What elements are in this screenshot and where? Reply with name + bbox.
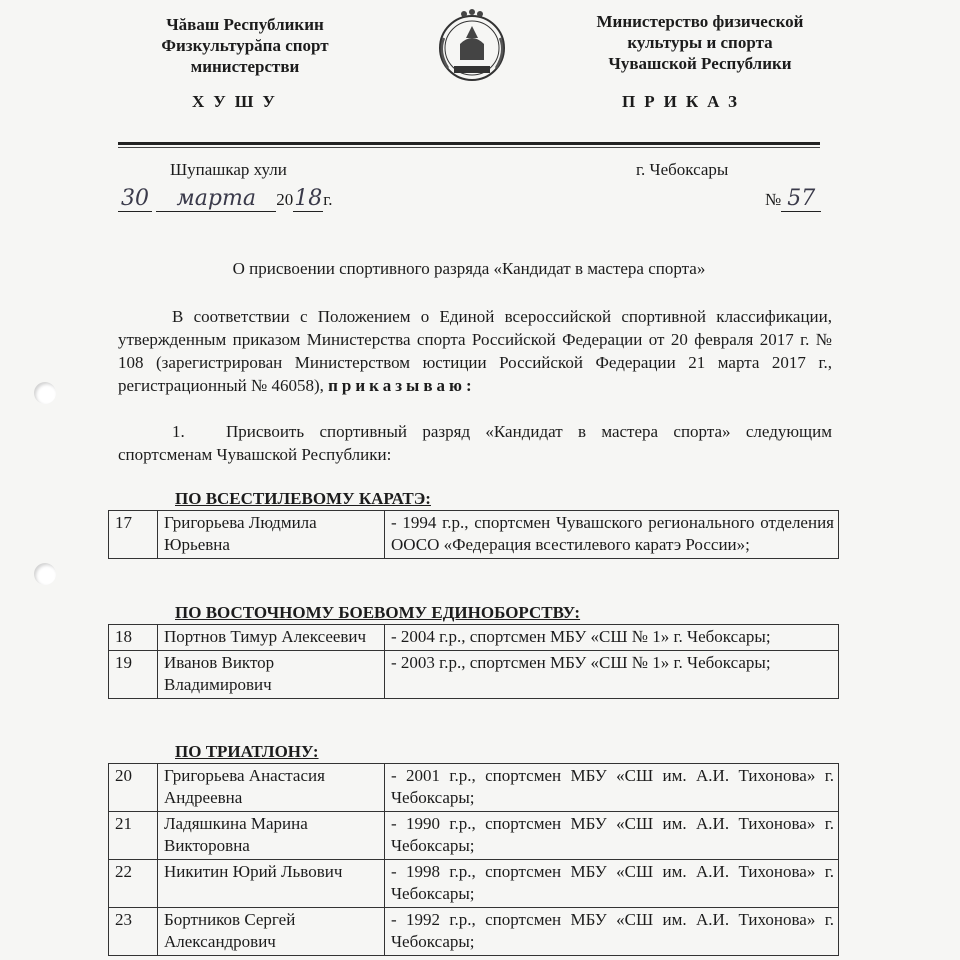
athlete-name: Портнов Тимур Алексеевич [158, 625, 385, 651]
order-subject: О присвоении спортивного разряда «Кандидат в мастера спорта» [232, 259, 706, 278]
order-number: № 57 [765, 186, 821, 212]
row-number: 17 [109, 511, 158, 559]
athlete-name: Иванов Виктор Владимирович [158, 651, 385, 699]
header-rule [118, 142, 820, 145]
date-year-suffix: 18 [294, 186, 323, 211]
place-chuvash: Шупашкар хули [170, 160, 287, 179]
place-russian: г. Чебоксары [636, 160, 729, 179]
athlete-description: - 2001 г.р., спортсмен МБУ «СШ им. А.И. Тихонова» г. Чебоксары; [385, 764, 839, 812]
table-row [109, 860, 839, 908]
athlete-description: - 2004 г.р., спортсмен МБУ «СШ № 1» г. Чебоксары; [385, 625, 839, 651]
table-row [109, 511, 839, 559]
date-year-prefix: 20 [276, 190, 294, 209]
athlete-table [108, 624, 839, 699]
order-item-1: 1. Присвоить спортивный разряд «Кандидат в мастера спорта» следующим спортсменам Чувашской Республики: [118, 422, 832, 464]
section-title: ПО ВСЕСТИЛЕВОМУ КАРАТЭ: [175, 489, 431, 508]
row-number: 23 [109, 908, 158, 956]
table-row [109, 764, 839, 812]
athlete-name: Григорьева Анастасия Андреевна [158, 764, 385, 812]
punch-hole [34, 563, 56, 585]
table-row [109, 625, 839, 651]
header-left-chuvash: Чăваш Республикин Физкультурăпа спорт министерстви [161, 15, 329, 76]
table-row [109, 812, 839, 860]
row-number: 21 [109, 812, 158, 860]
section-title: ПО ТРИАТЛОНУ: [175, 742, 319, 761]
athlete-name: Ладяшкина Марина Викторовна [158, 812, 385, 860]
athlete-table [108, 763, 839, 956]
athlete-description: - 2003 г.р., спортсмен МБУ «СШ № 1» г. Чебоксары; [385, 651, 839, 699]
athlete-table [108, 510, 839, 559]
punch-hole [34, 382, 56, 404]
athlete-name: Никитин Юрий Львович [158, 860, 385, 908]
row-number: 22 [109, 860, 158, 908]
athlete-description: - 1994 г.р., спортсмен Чувашского регионального отделения ООСО «Федерация всестилевого каратэ России»; [385, 511, 839, 559]
athlete-description: - 1990 г.р., спортсмен МБУ «СШ им. А.И. Тихонова» г. Чебоксары; [385, 812, 839, 860]
header-rule-thin [118, 147, 820, 148]
athlete-name: Григорьева Людмила Юрьевна [158, 511, 385, 559]
header-right-word: ПРИКАЗ [622, 92, 746, 111]
row-number: 18 [109, 625, 158, 651]
order-number-value: 57 [781, 186, 821, 212]
date-year-end: г. [323, 190, 333, 209]
order-date [118, 186, 333, 212]
section-title: ПО ВОСТОЧНОМУ БОЕВОМУ ЕДИНОБОРСТВУ: [175, 603, 581, 622]
athlete-description: - 1998 г.р., спортсмен МБУ «СШ им. А.И. Тихонова» г. Чебоксары; [385, 860, 839, 908]
coat-of-arms-icon [430, 8, 514, 86]
athlete-name: Бортников Сергей Александрович [158, 908, 385, 956]
table-row [109, 651, 839, 699]
header-left-word: ХУШУ [192, 92, 284, 111]
athlete-description: - 1992 г.р., спортсмен МБУ «СШ им. А.И. Тихонова» г. Чебоксары; [385, 908, 839, 956]
header-right-russian: Министерство физической культуры и спорта Чувашской Республики [596, 12, 804, 73]
preamble-paragraph: В соответствии с Положением о Единой всероссийской спортивной классификации, утвержденным приказом Министерства спорта Российской Федерации от 20 февраля 2017 г. № 108 (зарегистрирован Министерством юстиции Российской Федерации 21 марта 2017 г., регистрационный № 46058), приказываю: [118, 307, 832, 395]
row-number: 19 [109, 651, 158, 699]
table-row [109, 908, 839, 956]
row-number: 20 [109, 764, 158, 812]
preamble-order-word: приказываю: [328, 376, 476, 395]
date-month: марта [156, 186, 276, 212]
date-day: 30 [118, 186, 152, 212]
